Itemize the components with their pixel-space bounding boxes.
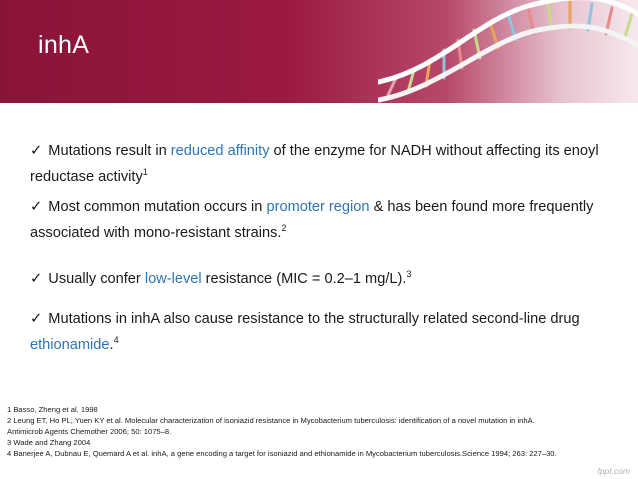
bullet-highlight: reduced affinity — [170, 143, 270, 159]
bullet-item — [30, 309, 620, 356]
bullet-text: Most common mutation occurs in — [48, 199, 267, 215]
checkmark-icon: ✓ — [30, 199, 43, 215]
citation-superscript: 2 — [281, 223, 287, 233]
bullet-highlight: promoter region — [266, 199, 370, 215]
reference-line: 2 Leung ET, Ho PL, Yuen KY et al. Molecular characterization of isoniazid resistance in Mycobacterium tuberculosis: identification of a novel mutation in inhA. — [7, 416, 535, 426]
reference-line: 4 Banerjee A, Dubnau E, Quemard A et al. inhA, a gene encoding a target for isoniazid and ethionamide in Mycobacterium tuberculosis.Science 1994; 263: 227–30. — [7, 449, 557, 459]
bullet-item — [30, 197, 620, 244]
reference-line: Antimicrob Agents Chemother 2006; 50: 1075–8. — [7, 427, 172, 437]
bullet-text: resistance (MIC = 0.2–1 mg/L). — [201, 270, 407, 287]
bullet-text: & has been found more frequently associated with mono-resistant strains. — [30, 199, 594, 241]
bullet-text: of the enzyme for NADH without affecting its enoyl reductase activity — [30, 143, 599, 185]
slide-title: inhA — [38, 31, 90, 59]
bullet-item — [30, 141, 620, 188]
citation-superscript: 3 — [406, 269, 412, 279]
bullet-text: Usually confer — [48, 270, 145, 287]
citation-superscript: 1 — [142, 167, 148, 177]
checkmark-icon: ✓ — [30, 311, 43, 327]
bullet-highlight: ethionamide — [30, 336, 110, 353]
bullet-highlight: low-level — [144, 270, 202, 287]
reference-line: 1 Basso, Zheng et al. 1998 — [7, 405, 98, 414]
bullet-text: Mutations in inhA also cause resistance to the structurally related second-line drug — [48, 311, 580, 327]
references — [7, 404, 632, 459]
reference-line: 3 Wade and Zhang 2004 — [7, 438, 91, 448]
citation-superscript: 4 — [113, 335, 119, 345]
dna-helix-image — [378, 0, 638, 103]
slide-header — [0, 0, 638, 103]
bullet-item — [30, 264, 411, 290]
checkmark-icon: ✓ — [30, 270, 43, 287]
watermark: fppt.com — [597, 466, 630, 476]
checkmark-icon: ✓ — [30, 143, 43, 159]
bullet-text: . — [109, 336, 114, 353]
bullet-text: Mutations result in — [48, 143, 171, 159]
